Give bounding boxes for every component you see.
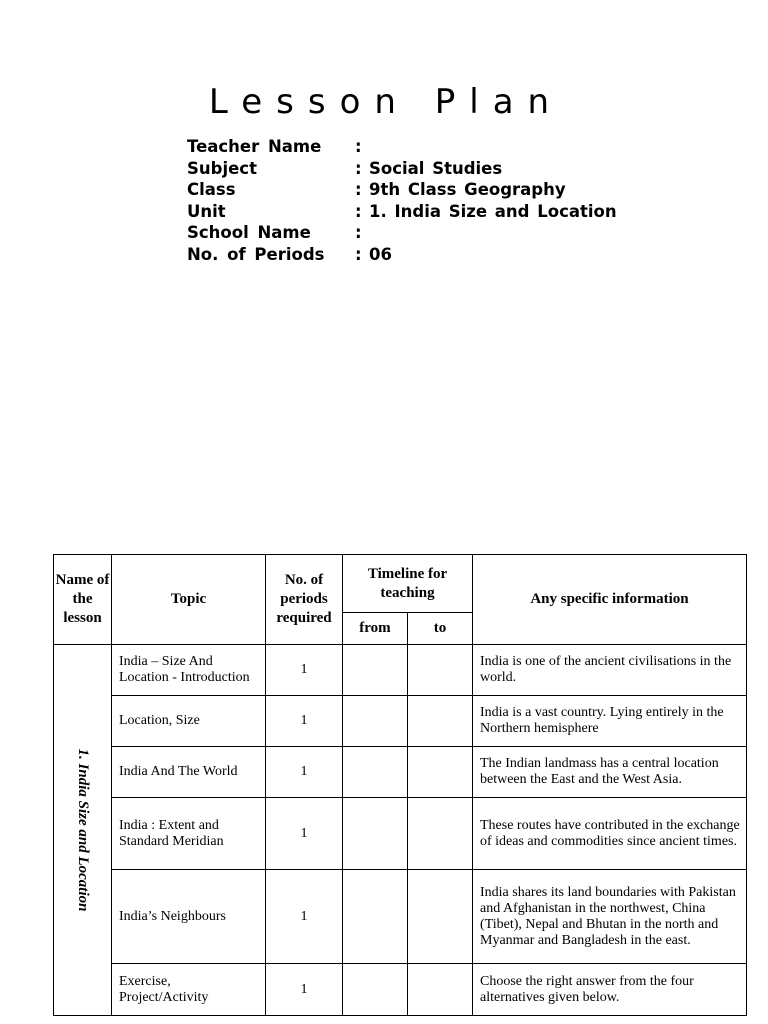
table-row bbox=[54, 870, 747, 964]
info-row-subject bbox=[187, 158, 617, 180]
to-cell bbox=[408, 696, 473, 747]
info-cell: The Indian landmass has a central location between the East and the West Asia. bbox=[473, 747, 747, 798]
to-cell bbox=[408, 870, 473, 964]
header-to: to bbox=[408, 613, 473, 645]
info-label: School Name bbox=[187, 223, 311, 242]
from-cell bbox=[343, 747, 408, 798]
lesson-name-cell bbox=[54, 645, 112, 1016]
table-row bbox=[54, 964, 747, 1016]
topic-cell: Exercise, Project/Activity bbox=[112, 964, 266, 1016]
topic-cell: India And The World bbox=[112, 747, 266, 798]
from-cell bbox=[343, 870, 408, 964]
info-separator: : bbox=[355, 158, 362, 178]
topic-cell: India : Extent and Standard Meridian bbox=[112, 798, 266, 870]
periods-cell: 1 bbox=[266, 747, 343, 798]
info-row-periods bbox=[187, 244, 617, 266]
header-from: from bbox=[343, 613, 408, 645]
lesson-info-block bbox=[187, 136, 617, 265]
info-row-unit bbox=[187, 201, 617, 223]
from-cell bbox=[343, 964, 408, 1016]
lesson-plan-table bbox=[53, 554, 747, 1016]
from-cell bbox=[343, 798, 408, 870]
periods-cell: 1 bbox=[266, 798, 343, 870]
periods-cell: 1 bbox=[266, 696, 343, 747]
topic-cell: Location, Size bbox=[112, 696, 266, 747]
lesson-name-vertical: 1. India Size and Location bbox=[74, 748, 91, 912]
topic-cell: India’s Neighbours bbox=[112, 870, 266, 964]
to-cell bbox=[408, 964, 473, 1016]
table-row bbox=[54, 696, 747, 747]
info-cell: Choose the right answer from the four alternatives given below. bbox=[473, 964, 747, 1016]
info-label: No. of Periods bbox=[187, 244, 325, 264]
info-value: 9th Class Geography bbox=[369, 180, 566, 199]
info-label: Class bbox=[187, 180, 236, 199]
info-label: Subject bbox=[187, 158, 257, 178]
info-row-class bbox=[187, 179, 617, 201]
table-row bbox=[54, 747, 747, 798]
info-separator: : bbox=[355, 201, 362, 221]
info-separator: : bbox=[355, 244, 362, 264]
from-cell bbox=[343, 696, 408, 747]
info-value: Social Studies bbox=[369, 158, 503, 178]
to-cell bbox=[408, 645, 473, 696]
periods-cell: 1 bbox=[266, 964, 343, 1016]
to-cell bbox=[408, 747, 473, 798]
header-topic: Topic bbox=[112, 555, 266, 645]
info-cell: India is a vast country. Lying entirely in the Northern hemisphere bbox=[473, 696, 747, 747]
topic-cell: India – Size And Location - Introduction bbox=[112, 645, 266, 696]
periods-cell: 1 bbox=[266, 645, 343, 696]
info-row-school bbox=[187, 222, 617, 244]
periods-cell: 1 bbox=[266, 870, 343, 964]
info-row-teacher bbox=[187, 136, 617, 158]
info-separator: : bbox=[355, 180, 362, 199]
header-specific-info: Any specific information bbox=[473, 555, 747, 645]
header-lesson-name: Name of the lesson bbox=[54, 555, 112, 645]
table-row bbox=[54, 798, 747, 870]
info-separator: : bbox=[355, 223, 362, 242]
page-title: Lesson Plan bbox=[208, 82, 564, 122]
info-cell: These routes have contributed in the exchange of ideas and commodities since ancient times. bbox=[473, 798, 747, 870]
to-cell bbox=[408, 798, 473, 870]
info-cell: India is one of the ancient civilisations in the world. bbox=[473, 645, 747, 696]
info-label: Teacher Name bbox=[187, 137, 322, 156]
from-cell bbox=[343, 645, 408, 696]
header-periods: No. of periods required bbox=[266, 555, 343, 645]
table-header-row bbox=[54, 555, 747, 613]
info-value: 1. India Size and Location bbox=[369, 201, 617, 221]
header-timeline: Timeline for teaching bbox=[343, 555, 473, 613]
info-cell: India shares its land boundaries with Pakistan and Afghanistan in the northwest, China (Tibet), Nepal and Bhutan in the north and Myanmar and Bangladesh in the east. bbox=[473, 870, 747, 964]
info-label: Unit bbox=[187, 201, 226, 221]
info-separator: : bbox=[355, 137, 362, 156]
table-row bbox=[54, 645, 747, 696]
info-value: 06 bbox=[369, 244, 392, 264]
